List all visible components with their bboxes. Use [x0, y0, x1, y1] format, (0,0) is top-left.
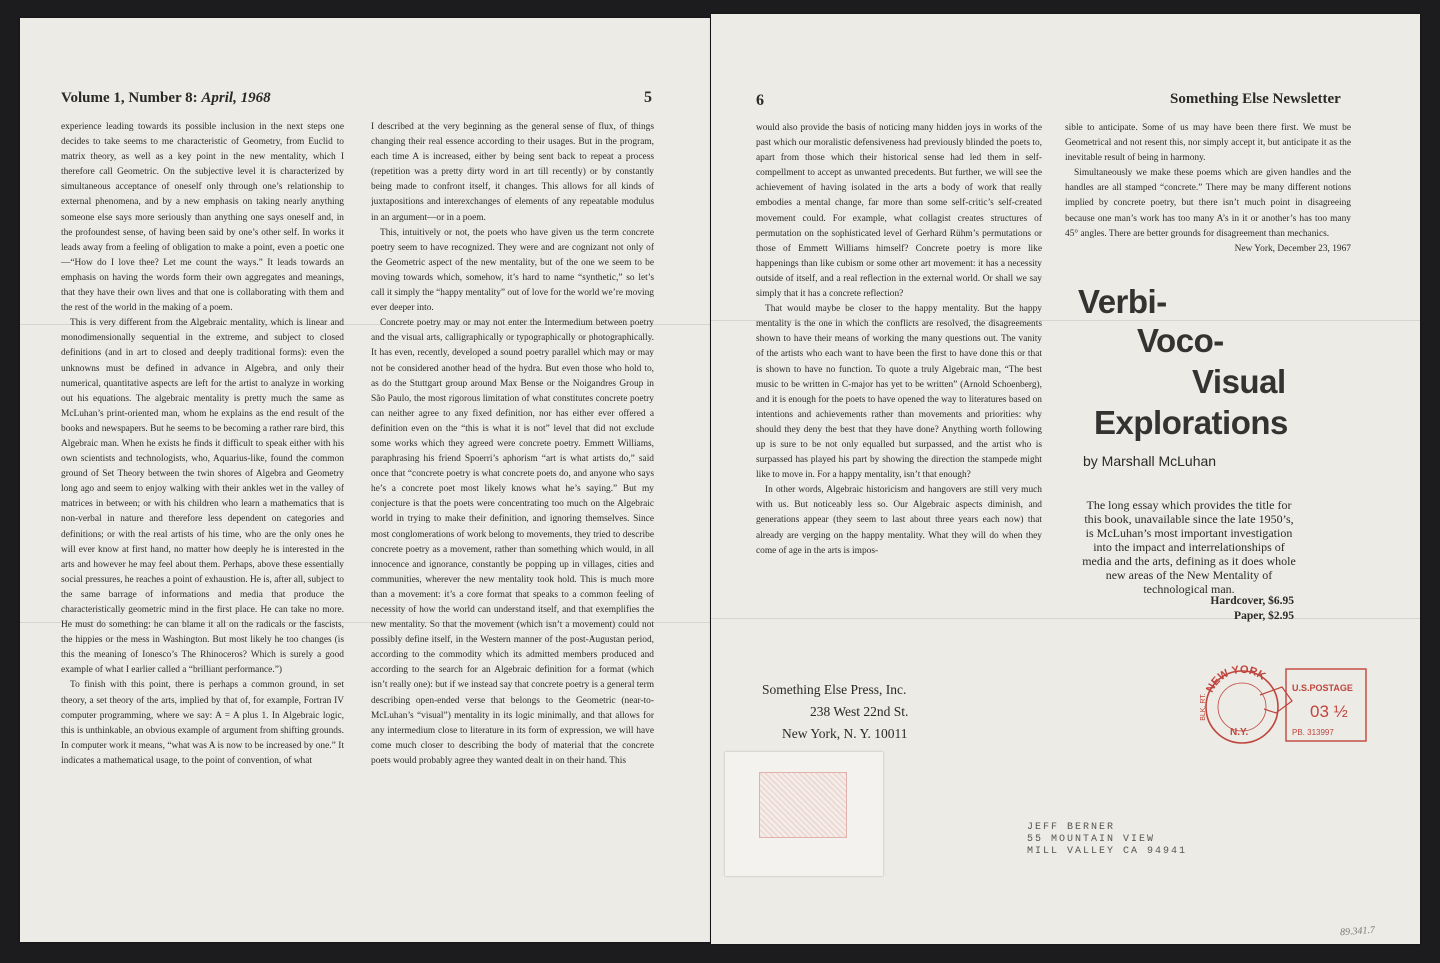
affixed-label — [725, 752, 883, 876]
return-address-line: 238 West 22nd St. — [810, 704, 909, 719]
recipient-line: JEFF BERNER — [1027, 822, 1116, 833]
paragraph: would also provide the basis of noticing many hidden joys in works of the past which our moralistic defensiveness had previously blinded the poets to, apart from those which their historical sense had led them in self-compellment to accept as unwanted precedents. But further, we will see the achievement of having isolated in the arts a body of work that really embodies a mental change, far more than some self-critic’s self-created movement could. For example, what collagist creates structures of permutation on the sophisticated level of Gerhard Rühm’s permutations or those of Emmett Williams himself? Concrete poetry is more like happenings than like cubism or some other art movement: it has a necessity outside of itself, and a real reflection in the external world. Or shall we say simply that it has a concrete reflection? — [756, 123, 1042, 300]
paragraph: This, intuitively or not, the poets who have given us the term concrete poetry seem to have recognized. They were and are cognizant not only of the Geometric aspect of the new mentality, but of the one we seem to be moving towards which, somehow, it’s hard to name “synthetic,” so let’s call it simply the “happy mentality” out of love for the world we’re moving ever deeper into. — [371, 227, 654, 314]
recipient-line: 55 MOUNTAIN VIEW — [1027, 834, 1156, 845]
ad-title-line-2: Voco- — [1137, 322, 1224, 359]
volume-label: Volume 1, Number 8: — [61, 90, 198, 106]
right-column-1 — [756, 121, 1042, 621]
return-address-line: New York, N. Y. 10011 — [782, 726, 908, 741]
dateline: New York, December 23, 1967 — [1234, 243, 1351, 254]
return-address-line: Something Else Press, Inc. — [762, 682, 907, 697]
newsletter-title: Something Else Newsletter — [1170, 91, 1341, 107]
paragraph: I described at the very beginning as the general sense of flux, of things changing their real essence according to their usages. But in the program, each time A is increased, either by being sent back to repeat a process (repetition was a pretty dirty word in art till recently) or by constantly being made to confront itself, it changes. This allows for all kinds of juxtapositions and interexchanges of elements of any repeatable modulus in an argument—or in a poem. — [371, 122, 654, 223]
paragraph: Simultaneously we make these poems which are given handles and the handles are all stamped “concrete.” There may be many different notions implied by concrete poetry, but there isn’t much point in disagreeing because one man’s work has too many A’s in it or another’s has too many 45° angles. There are better grounds for disagreement than mechanics. — [1065, 168, 1351, 239]
right-column-2 — [1065, 121, 1351, 271]
left-header — [61, 90, 271, 107]
left-page-number: 5 — [644, 89, 652, 106]
paragraph: In other words, Algebraic historicism and hangovers are still very much with us. But noticeably less so. Our Algebraic aspects diminish, and generations appear (they seem to last about three years each now) that already are verging on the happy mentality. What they will do when they come of age in the arts is impos- — [756, 485, 1042, 556]
meter-side-text: BLK. RT. — [1200, 693, 1207, 721]
postage-meter-stamp — [1200, 665, 1370, 745]
meter-amount: 03 ½ — [1310, 702, 1348, 721]
ad-description: The long essay which provides the title for this book, unavailable since the late 1950’s, is McLuhan’s most important investigation into the impact and interrelationships of media and the arts, defining as it does whole new areas of the New Mentality of technological man. — [1082, 498, 1296, 596]
paragraph: This is very different from the Algebraic mentality, which is linear and monodimensionally sequential in the extreme, and subject to closed definitions (and in art to closed and deeply traditional forms): even the unknowns must be defined in advance in Algebra, and only their numerical, quantitative aspects are left for the artist to analyze in working out his equations. The algebraic mentality is pretty much the same as McLuhan’s print-oriented man, whom he explains as the end result of the books and newspapers. But he seems to be becoming a rather rare bird, this Algebraic man. When he exists he finds it difficult to speak either with his own scientists and technologists, who, Aquarius-like, found the common ground of Set Theory between the twin shores of Algebra and Geometry long ago and seem to enjoy walking with their ankles wet in the valley of matrices in between; or with his children who learn a mathematics that is non-verbal in nature and therefore less dependent on categories and definitions; or with the real artists of his time, who are the only ones he will ever know at first hand, no matter how deeply he is interested in the arts and however he may feel about them. Perhaps, above these essentially social pressures, he reaches a point of exhaustion. He is, after all, subject to the same barrage of informations and media that produce the characteristically geometric mind in the first place. He can take no more. He must do something: he can blame it all on the radicals or the fascists, the hippies or the mess in Washington. But most likely he too changes (is this the meaning of Ionesco’s The Rhinoceros? Which is surely a good example of what I earlier called a “brilliant performance.”) — [61, 318, 344, 676]
meter-city: NEW YORK — [1204, 665, 1268, 695]
archive-pencil-note: 89.341.7 — [1339, 924, 1376, 939]
recipient-line: MILL VALLEY CA 94941 — [1027, 846, 1188, 857]
price-hardcover: Hardcover, $6.95 — [1210, 595, 1294, 607]
meter-number: PB. 313997 — [1292, 728, 1334, 737]
paragraph: sible to anticipate. Some of us may have been there first. We must be Geometrical and not resent this, nor simply accept it, but anticipate it as the inevitable result of being in harmony. — [1065, 123, 1351, 164]
paragraph: To finish with this point, there is perhaps a common ground, in set theory, a set theory of the arts, implied by that of, for example, Fortran IV computer programming, where we say: A = A plus 1. In Algebraic logic, this is unthinkable, an obvious example of argument from shifting grounds. In computer work it means, “what was A is now to be increased by one.” It indicates a mathematical usage, to the point of convention, of what — [61, 680, 344, 766]
paragraph: experience leading towards its possible inclusion in the next steps one decides to take seems to me characteristic of Geometry, from Euclid to matrix theory, as well as a key point in the new mentality, which I therefore call Geometric. On the subjective level it is characterized by simultaneous acceptance of oneself only through one’s relationship to external phenomena, and by a new emphasis on taking nearly anything someone else says more seriously than anything one says oneself and, in the profoundest sense, of having been said by one’s other self. In works it leads away from a feeling of obligation to make a point, even a poetic one—“How do I love thee? Let me count the ways.” It leads towards an emphasis on having the words form their own aggregates and meanings, that they have their own lives and that one is collaborating with them and the rest of the world in the making of a poem. — [61, 122, 344, 314]
issue-date: April, 1968 — [201, 90, 271, 106]
meter-inner-ring — [1218, 683, 1266, 731]
stamp-image — [759, 772, 847, 838]
meter-label: U.S.POSTAGE — [1292, 683, 1353, 693]
ad-byline: by Marshall McLuhan — [1083, 453, 1217, 469]
ad-title-line-3: Visual — [1192, 363, 1286, 400]
left-column-1 — [61, 120, 344, 880]
meter-state: N.Y. — [1230, 727, 1249, 738]
postage-meter-graphic — [1200, 665, 1370, 745]
paragraph: Concrete poetry may or may not enter the Intermedium between poetry and the visual arts, calligraphically or typographically or photographically. It has even, recently, developed a sound poetry parallel which may or may not be considered another head of the hydra. But even those who hold to, as do the Stuttgart group around Max Bense or the Noigandres Group in São Paulo, the most rigorous limitation of what constitutes concrete poetry can neither agree to any fixed definition, nor has either ever offered a definition even on the “this is what it is not” level that did not exclude some works which they agreed were concrete poetry. Emmett Williams, paraphrasing his friend Spoerri’s aphorism “art is what artists do,” said once that “concrete poetry is what concrete poets do, and anyone who says he’s a concrete poet most likely knows what he’s saying.” But my conjecture is that the poets were concentrating too much on the Algebraic world in trying to make their definition, and ignoring themselves. Since most conglomerations of work belong to movements, they tried to describe concrete poetry as a movement, rather than something which would, in all innocence and ignorance, constantly be popping up in villages, cities and communities, wherever the new mentality took hold. This is much more than a movement: it’s a core format that speaks to a common feeling of necessity of how the world can understand itself, and that exemplifies the new mentality. So that the movement (which isn’t a movement) could not possibly define itself, in the Western manner of the post-Augustan period, according to the commodity which its admitted members produced and according to the search for an Algebraic definition for a format (which isn’t really one): but if we instead say that concrete poetry is a general term describing open-ended verse that belongs to the Geometric (near-to-McLuhan’s “visual”) mentality in its logic minimally, and that allows for any intermedium close to literature in its form of expression, we will have come much closer to describing the body of material that the concrete poets would probably agree they wanted dealt in on their hand. This — [371, 318, 654, 766]
ad-title-line-4: Explorations — [1094, 404, 1288, 441]
right-page-number: 6 — [756, 92, 764, 109]
left-column-2 — [371, 120, 654, 880]
price-paper: Paper, $2.95 — [1234, 610, 1294, 622]
ad-title-line-1: Verbi- — [1078, 283, 1167, 320]
return-address — [762, 679, 908, 745]
paragraph: That would maybe be closer to the happy mentality. But the happy mentality is the one in which the conflicts are resolved, the disagreements shown to have their means of working the many questions out. The vanity of the artists who each want to have been the first to have done this or that is shown to have no function. To quote a truly Algebraic man, “The best music to be written in C-major has yet to be written” (Arnold Schoenberg), and it is enough for the poets to have opened the way to literatures based on intentions and achievements rather than movements and priorities: why should they deny the best that they have done? Anything worth following up is sure to be not only equalled but surpassed, and the artist who is surpassed has played his part by showing the direction the stampede might like to move in. For a happy mentality, isn’t that enough? — [756, 304, 1042, 481]
recipient-address — [1027, 822, 1187, 858]
